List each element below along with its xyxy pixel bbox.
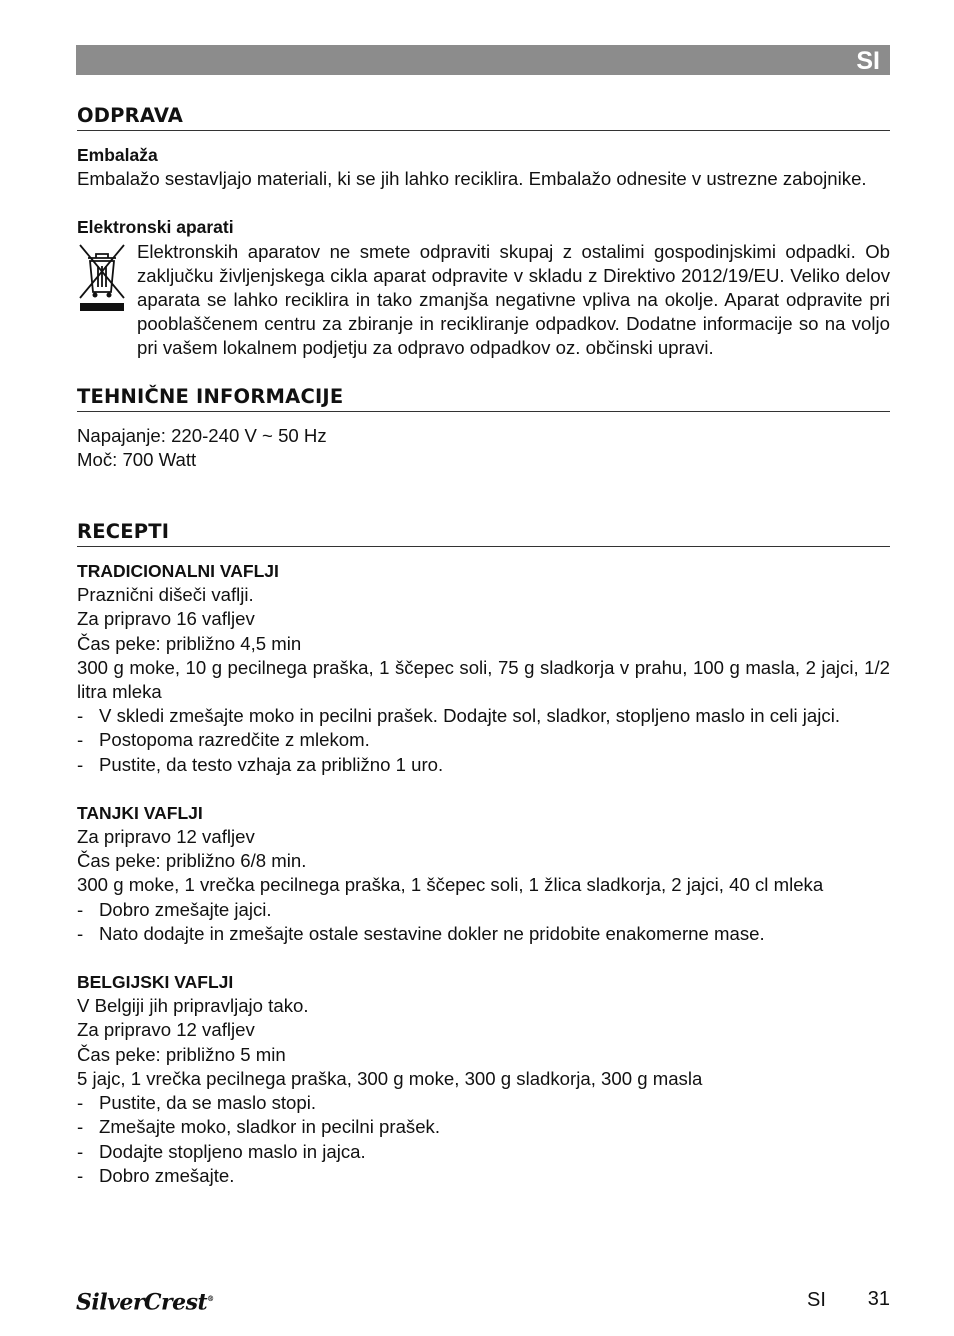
recipe-step xyxy=(77,753,890,777)
list-marker: - xyxy=(77,705,84,727)
recipe-title-traditional: TRADICIONALNI VAFLJI xyxy=(77,561,279,582)
recipe-step xyxy=(77,704,890,728)
section-title-technical: TEHNIČNE INFORMACIJE xyxy=(77,385,890,412)
recipe-ingredients: 300 g moke, 1 vrečka pecilnega praška, 1 ščepec soli, 1 žlica sladkorja, 2 jajci, 40 cl mleka xyxy=(77,874,824,896)
weee-crossed-bin-graphic xyxy=(77,242,127,314)
page-content xyxy=(77,104,890,1188)
list-marker: - xyxy=(77,753,84,775)
footer-language-code: SI xyxy=(807,1289,826,1311)
recipe-step-text: Dobro zmešajte jajci. xyxy=(99,898,272,920)
recipe-servings: Za pripravo 12 vafljev xyxy=(77,826,255,848)
list-marker: - xyxy=(77,1092,84,1114)
language-header-bar xyxy=(76,45,890,75)
recipe-steps xyxy=(77,704,890,777)
section-title-disposal: ODPRAVA xyxy=(77,104,890,131)
registered-mark: ® xyxy=(207,1294,214,1303)
recipe-servings: Za pripravo 12 vafljev xyxy=(77,1019,255,1041)
recipe-step-text: Pustite, da se maslo stopi. xyxy=(99,1092,317,1114)
brand-logo xyxy=(76,1287,214,1315)
recipe-title-thin: TANJKI VAFLJI xyxy=(77,802,203,823)
page-footer xyxy=(76,1284,890,1318)
weee-crossed-bin-icon xyxy=(77,240,137,361)
packaging-text: Embalažo sestavljajo materiali, ki se jih lahko reciklira. Embalažo odnesite v ustrezne zabojnike. xyxy=(77,168,867,190)
recipe-baking-time: Čas peke: približno 5 min xyxy=(77,1043,286,1065)
packaging-heading: Embalaža xyxy=(77,145,158,165)
recipe-steps xyxy=(77,1091,890,1188)
recipe-step-text: Nato dodajte in zmešajte ostale sestavine dokler ne pridobite enakomerne mase. xyxy=(99,922,765,944)
list-marker: - xyxy=(77,1164,84,1186)
recipe-ingredients: 300 g moke, 10 g pecilnega praška, 1 ščepec soli, 75 g sladkorja v prahu, 100 g masla, 2 jajci, 1/2 litra mleka xyxy=(77,656,890,703)
recipe-baking-time: Čas peke: približno 6/8 min. xyxy=(77,850,307,872)
recipe-step xyxy=(77,1115,890,1139)
power-supply-spec: Napajanje: 220-240 V ~ 50 Hz xyxy=(77,424,327,446)
section-title-recipes: RECEPTI xyxy=(77,520,890,547)
electronics-heading: Elektronski aparati xyxy=(77,217,234,238)
recipe-step xyxy=(77,922,890,946)
recipe-description: Praznični dišeči vaflji. xyxy=(77,584,254,606)
language-code: SI xyxy=(856,47,880,75)
recipe-description: V Belgiji jih pripravljajo tako. xyxy=(77,995,309,1017)
recipe-step xyxy=(77,898,890,922)
recipe-step xyxy=(77,1140,890,1164)
recipe-ingredients: 5 jajc, 1 vrečka pecilnega praška, 300 g moke, 300 g sladkorja, 300 g masla xyxy=(77,1067,703,1089)
recipe-baking-time: Čas peke: približno 4,5 min xyxy=(77,632,302,654)
recipe-step xyxy=(77,1091,890,1115)
recipe-step-text: Pustite, da testo vzhaja za približno 1 uro. xyxy=(99,753,444,775)
list-marker: - xyxy=(77,1116,84,1138)
recipe-step-text: V skledi zmešajte moko in pecilni prašek. Dodajte sol, sladkor, stopljeno maslo in celi jajci. xyxy=(99,705,840,727)
electronics-text: Elektronskih aparatov ne smete odpraviti skupaj z ostalimi gospodinjskimi odpadki. Ob zaključku življenjskega cikla aparat odpravite v skladu z Direktivo 2012/19/EU. Veliko delov aparata se lahko reciklira in tako zmanjša negativne vpliva na okolje. Aparat odpravite pri pooblaščenem centru za zbiranje in recikliranje odpadkov. Dodatne informacije so na voljo pri vašem lokalnem podjetju za odpravo odpadkov oz. občinski upravi. xyxy=(137,240,890,359)
list-marker: - xyxy=(77,729,84,751)
recipe-step-text: Postopoma razredčite z mlekom. xyxy=(99,729,370,751)
recipe-steps xyxy=(77,898,890,946)
electronics-block xyxy=(77,240,890,361)
recipe-step xyxy=(77,1164,890,1188)
recipe-step-text: Dobro zmešajte. xyxy=(99,1164,235,1186)
recipe-title-belgian: BELGIJSKI VAFLJI xyxy=(77,972,234,993)
list-marker: - xyxy=(77,922,84,944)
recipe-step-text: Zmešajte moko, sladkor in pecilni prašek. xyxy=(99,1116,441,1138)
list-marker: - xyxy=(77,1140,84,1162)
list-marker: - xyxy=(77,898,84,920)
recipe-step xyxy=(77,728,890,752)
power-spec: Moč: 700 Watt xyxy=(77,448,197,470)
recipe-step-text: Dodajte stopljeno maslo in jajca. xyxy=(99,1140,366,1162)
recipe-servings: Za pripravo 16 vafljev xyxy=(77,608,255,630)
brand-name: SilverCrest xyxy=(76,1289,208,1316)
page-number: 31 xyxy=(867,1288,890,1310)
